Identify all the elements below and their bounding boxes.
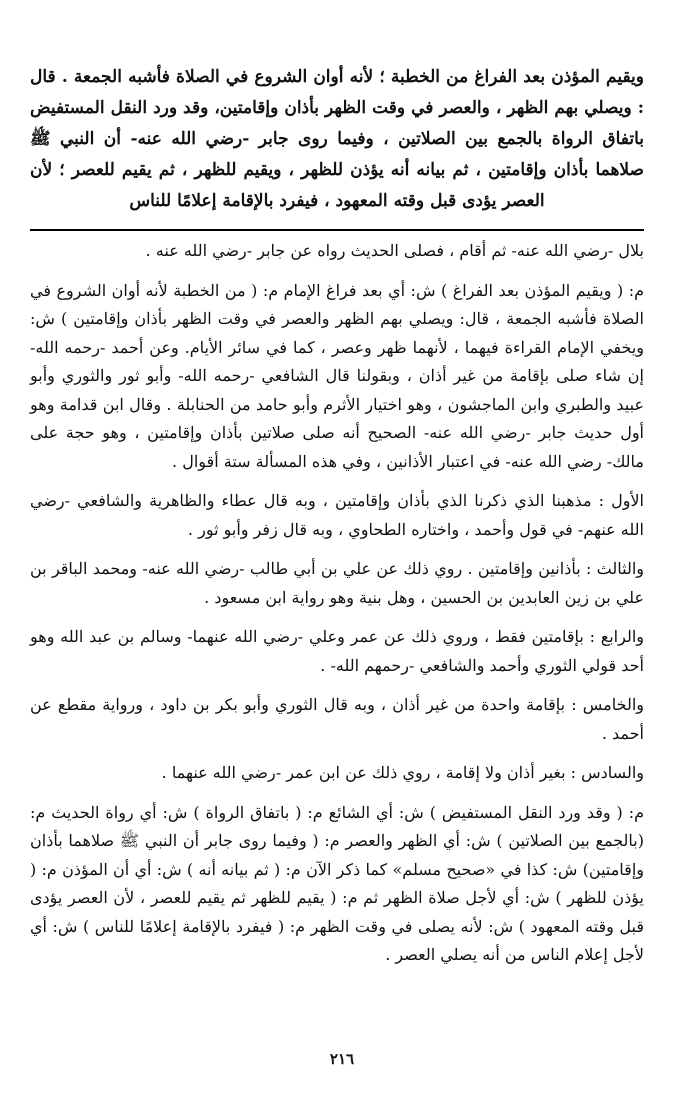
commentary-paragraph: والرابع : بإقامتين فقط ، وروي ذلك عن عمر وعلي -رضي الله عنهما- وسالم بن عبد الله وهو أحد قولي الثوري وأحمد والشافعي -رحمهم الله- . — [30, 627, 644, 675]
page-number: ٢١٦ — [329, 1050, 355, 1068]
commentary-paragraph: بلال -رضي الله عنه- ثم أقام ، فصلى الحديث رواه عن جابر -رضي الله عنه . — [145, 241, 644, 260]
commentary-paragraph: م: ( وقد ورد النقل المستفيض ) ش: أي الشائع م: ( باتفاق الرواة ) ش: أي رواة الحديث م: (بالجمع بين الصلاتين ) ش: أي الظهر والعصر م: ( وفيما روى جابر أن النبي ﷺ صلاهما بأذان وإقامتين) ش: كذا في «صحيح مسلم» كما ذكر الآن م: ( ثم بيانه أنه ) ش: أي أن المؤذن م: ( يؤذن للظهر ) ش: أي لأجل صلاة الظهر ثم م: ( يقيم للظهر ثم يقيم للعصر ، لأن العصر يؤدى قبل وقته المعهود ) ش: لأنه يصلى في وقت الظهر م: ( فيفرد بالإقامة إعلامًا للناس ) ش: أي لأجل إعلام الناس من أنه يصلي العصر . — [30, 802, 644, 964]
commentary-paragraph: الأول : مذهبنا الذي ذكرنا الذي بأذان وإقامتين ، وبه قال عطاء والظاهرية والشافعي -رضي الله عنهم- في قول وأحمد ، واختاره الطحاوي ، وبه قال زفر وأبو ثور . — [30, 491, 644, 539]
main-text-block: ويقيم المؤذن بعد الفراغ من الخطبة ؛ لأنه أوان الشروع في الصلاة فأشبه الجمعة . قال : ويصلي بهم الظهر ، والعصر في وقت الظهر بأذان وإقامتين، وقد ورد النقل المستفيض باتفاق الرواة بالجمع بين الصلاتين ، وفيما روى جابر -رضي الله عنه- أن النبي ﷺ صلاهما بأذان وإقامتين ، ثم بيانه أنه يؤذن للظهر ، ويقيم للظهر ، ثم يقيم للعصر ؛ لأن العصر يؤدى قبل وقته المعهود ، فيفرد بالإقامة إعلامًا للناس — [30, 67, 644, 211]
commentary-paragraph: م: ( ويقيم المؤذن بعد الفراغ ) ش: أي بعد فراغ الإمام م: ( من الخطبة لأنه أوان الشروع في الصلاة فأشبه الجمعة ، قال: ويصلي بهم الظهر والعصر في وقت الظهر بأذان وإقامتين ) ش: ويخفي الإمام القراءة فيهما ، لأنهما ظهر وعصر ، كما في سائر الأيام. وعن أحمد -رحمه الله- إن شاء صلى بإقامة من غير أذان ، وبقولنا قال الشافعي -رحمه الله- وأبو ثور والثوري وأبو عبيد والطبري وابن الماجشون ، وهو اختيار الأثرم وأبو حامد من الحنابلة . وقال ابن قدامة وهو أول حديث جابر -رضي الله عنه- الصحيح أنه صلى صلاتين بأذان وإقامتين ، وهو حجة على مالك- رضي الله عنه- في اعتبار الأذانين ، وفي هذه المسألة ستة أقوال . — [30, 280, 645, 471]
commentary-paragraph: والثالث : بأذانين وإقامتين . روي ذلك عن علي بن أبي طالب -رضي الله عنه- ومحمد الباقر بن علي بن زين العابدين بن الحسين ، وهل بنية وهو رواية ابن مسعود . — [30, 559, 644, 607]
commentary-paragraph: والخامس : بإقامة واحدة من غير أذان ، وبه قال الثوري وأبو بكر بن داود ، ورواية مقطع عن أحمد . — [30, 695, 644, 743]
commentary-block — [30, 237, 644, 970]
commentary-paragraph: والسادس : بغير أذان ولا إقامة ، روي ذلك عن ابن عمر -رضي الله عنهما . — [161, 763, 644, 782]
separator-line — [30, 229, 644, 231]
